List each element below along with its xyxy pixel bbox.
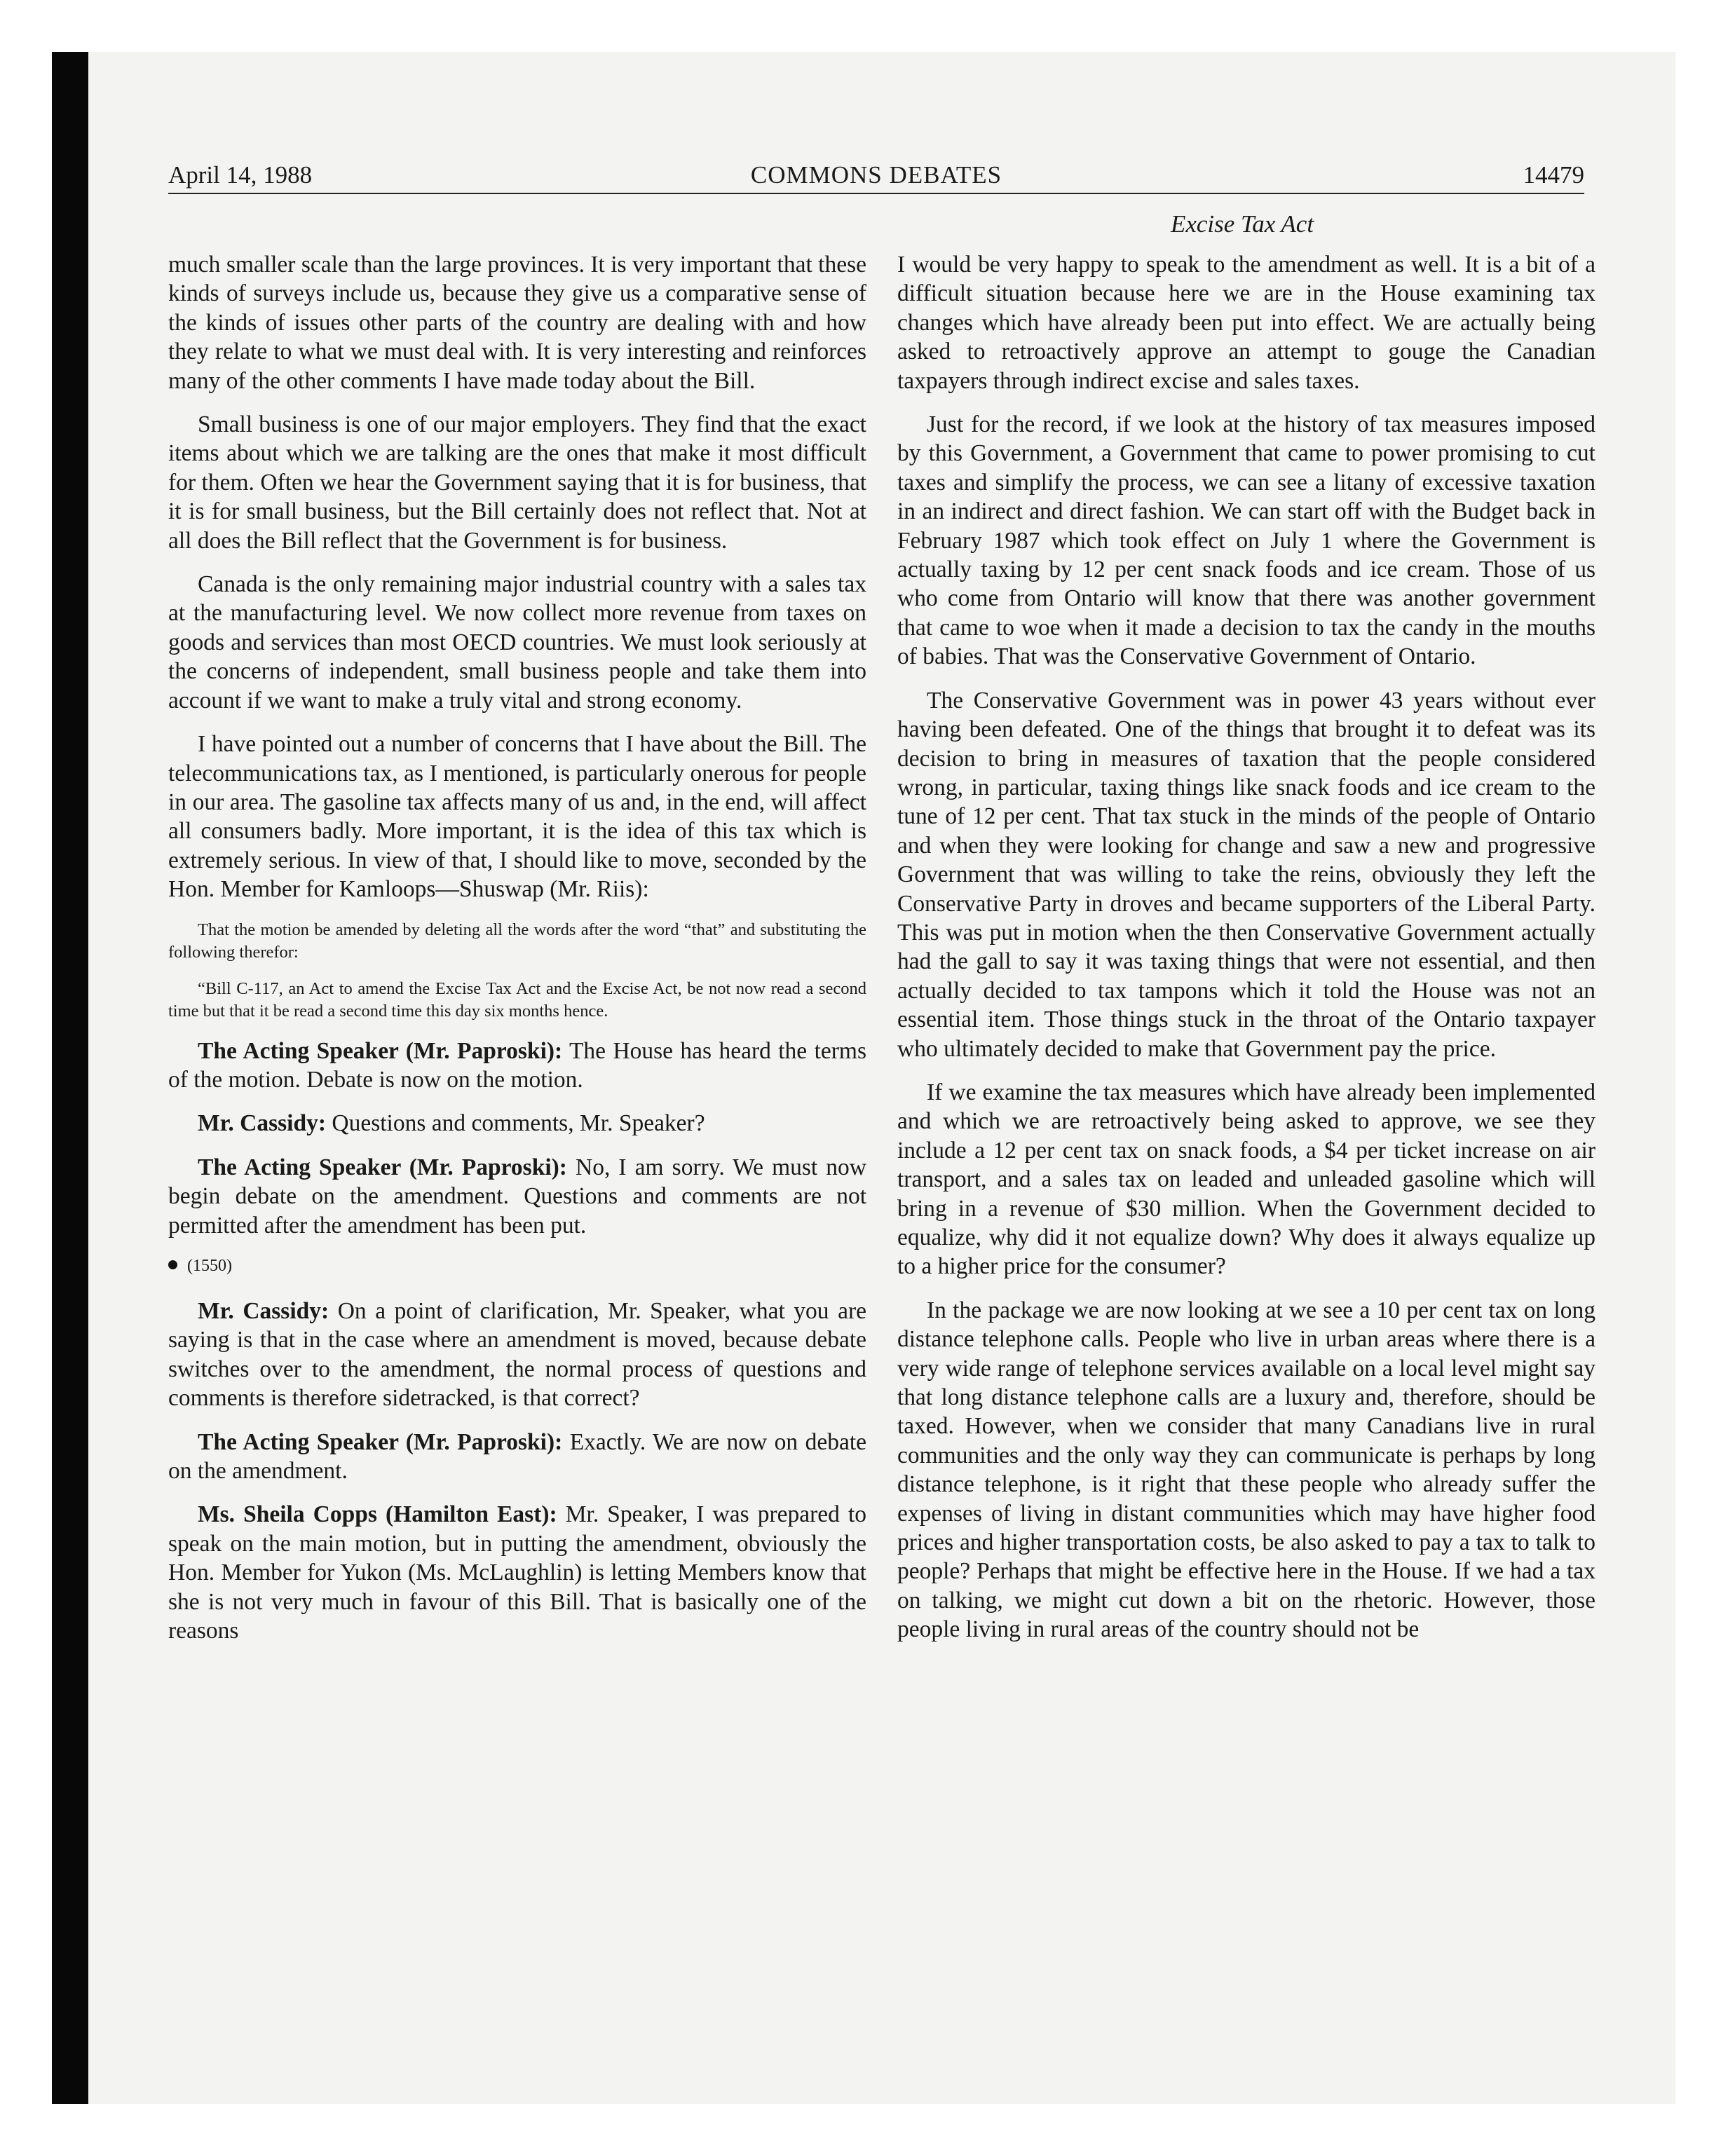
paragraph: I would be very happy to speak to the amendment as well. It is a bit of a difficult situation because here we are in the House examining tax changes which have already been put into effect. We are actually being asked to retroactively approve an attempt to gouge the Canadian taxpayers through indirect excise and sales taxes. [897, 252, 1595, 394]
header-page-number: 14479 [1523, 161, 1584, 189]
speech-text: On a point of clarification, Mr. Speaker, what you are saying is that in the case where an amendment is moved, because debate switches over to the amendment, the normal process of questions and comments is therefore sidetracked, is that correct? [168, 1297, 866, 1412]
time-marker [168, 1255, 866, 1277]
header-publication: COMMONS DEBATES [750, 161, 1002, 189]
bullet-icon [168, 1260, 177, 1269]
speech-text: Mr. Speaker, I was prepared to speak on the main motion, but in putting the amendment, obviously the Hon. Member for Yukon (Ms. McLaughlin) is letting Members know that she is not very much in favour of this Bill. That is basically one of the reasons [168, 1501, 866, 1644]
motion-text: “Bill C-117, an Act to amend the Excise Tax Act and the Excise Act, be not now read a second time but that it be read a second time this day six months hence. [168, 978, 866, 1021]
paragraph: I have pointed out a number of concerns that I have about the Bill. The telecommunications tax, as I mentioned, is particularly onerous for people in our area. The gasoline tax affects many of us and, in the end, will affect all consumers badly. More important, it is the idea of this tax which is extremely serious. In view of that, I should like to move, seconded by the Hon. Member for Kamloops—Shuswap (Mr. Riis): [168, 731, 866, 903]
speech-text: The House has heard the terms of the motion. Debate is now on the motion. [168, 1037, 866, 1093]
speech-text: Questions and comments, Mr. Speaker? [326, 1110, 705, 1137]
paragraph: Small business is one of our major employers. They find that the exact items about which we are talking are the ones that make it most difficult for them. Often we hear the Government saying that it is for business, that it is for small business, but the Bill certainly does not reflect that. Not at all does the Bill reflect that the Government is for business. [168, 411, 866, 554]
running-title: Excise Tax Act [1170, 210, 1314, 238]
paragraph: Just for the record, if we look at the history of tax measures imposed by this Government, a Government that came to power promising to cut taxes and simplify the process, we can see a litany of excessive taxation in an indirect and direct fashion. We can start off with the Budget back in February 1987 which took effect on July 1 where the Government is actually taxing by 12 per cent snack foods and ice cream. Those of us who come from Ontario will know that there was another government that came to woe when it made a decision to tax the candy in the mouths of babies. That was the Conservative Government of Ontario. [897, 411, 1595, 670]
left-column [168, 250, 866, 1660]
speaker-paragraph [168, 1500, 866, 1645]
speaker-paragraph [168, 1297, 866, 1413]
speaker-paragraph [168, 1428, 866, 1486]
header-rule [168, 193, 1584, 194]
speaker-paragraph [168, 1109, 866, 1138]
page-header [168, 158, 1584, 192]
speaker-paragraph [168, 1153, 866, 1240]
paragraph: If we examine the tax measures which have already been implemented and which we are retroactively being asked to approve, we see they include a 12 per cent tax on snack foods, a $4 per ticket increase on air transport, and a sales tax on leaded and unleaded gasoline which will bring in a revenue of $30 million. When the Government decided to equalize, why did it not equalize down? Why does it always equalize up to a higher price for the consumer? [897, 1079, 1595, 1280]
right-column [897, 250, 1595, 1659]
motion-text: That the motion be amended by deleting all the words after the word “that” and substituting the following therefor: [168, 920, 866, 962]
speaker-name: The Acting Speaker (Mr. Paproski): [198, 1037, 563, 1064]
paragraph: The Conservative Government was in power 43 years without ever having been defeated. One of the things that brought it to defeat was its decision to bring in measures of taxation that the people considered wrong, in particular, taxing things like snack foods and ice cream to the tune of 12 per cent. That tax stuck in the minds of the people of Ontario and when they were looking for change and saw a new and progressive Government that was willing to take the reins, obviously they left the Conservative Party in droves and became supporters of the Liberal Party. This was put in motion when the then Conservative Government actually had the gall to say it was taxing things that were not essential, and then actually decided to tax tampons which it told the House was not an essential item. Those things stuck in the throat of the Ontario taxpayer who ultimately decided to make that Government pay the price. [897, 687, 1595, 1062]
speaker-paragraph [168, 1037, 866, 1095]
speaker-name: Mr. Cassidy: [198, 1297, 329, 1324]
speaker-name: Mr. Cassidy: [198, 1110, 327, 1137]
scan-edge-shadow [52, 52, 88, 2104]
paragraph: In the package we are now looking at we see a 10 per cent tax on long distance telephone calls. People who live in urban areas where there is a very wide range of telephone services available on a local level might say that long distance telephone calls are a luxury and, therefore, should be taxed. However, when we consider that many Canadians live in rural communities and the only way they can communicate is perhaps by long distance telephone, is it right that these people who already suffer the expenses of living in distant communities which may have higher food prices and higher transportation costs, be also asked to pay a tax to talk to people? Perhaps that might be effective here in the House. If we had a tax on talking, we might cut down a bit on the rhetoric. However, those people living in rural areas of the country should not be [897, 1297, 1595, 1643]
speaker-name: The Acting Speaker (Mr. Paproski): [198, 1154, 567, 1180]
paragraph: much smaller scale than the large provinces. It is very important that these kinds of surveys include us, because they give us a comparative sense of the kinds of issues other parts of the country are dealing with and how they relate to what we must deal with. It is very interesting and reinforces many of the other comments I have made today about the Bill. [168, 252, 866, 394]
speech-text: No, I am sorry. We must now begin debate on the amendment. Questions and comments are not permitted after the amendment has been put. [168, 1154, 866, 1239]
time-marker-text: (1550) [187, 1256, 232, 1275]
speaker-name: Ms. Sheila Copps (Hamilton East): [198, 1501, 557, 1528]
speaker-name: The Acting Speaker (Mr. Paproski): [198, 1428, 563, 1455]
speech-text: Exactly. We are now on debate on the amendment. [168, 1428, 866, 1484]
paragraph: Canada is the only remaining major industrial country with a sales tax at the manufacturing level. We now collect more revenue from taxes on goods and services than most OECD countries. We must look seriously at the concerns of independent, small business people and take them into account if we want to make a truly vital and strong economy. [168, 571, 866, 714]
header-date: April 14, 1988 [168, 161, 313, 189]
